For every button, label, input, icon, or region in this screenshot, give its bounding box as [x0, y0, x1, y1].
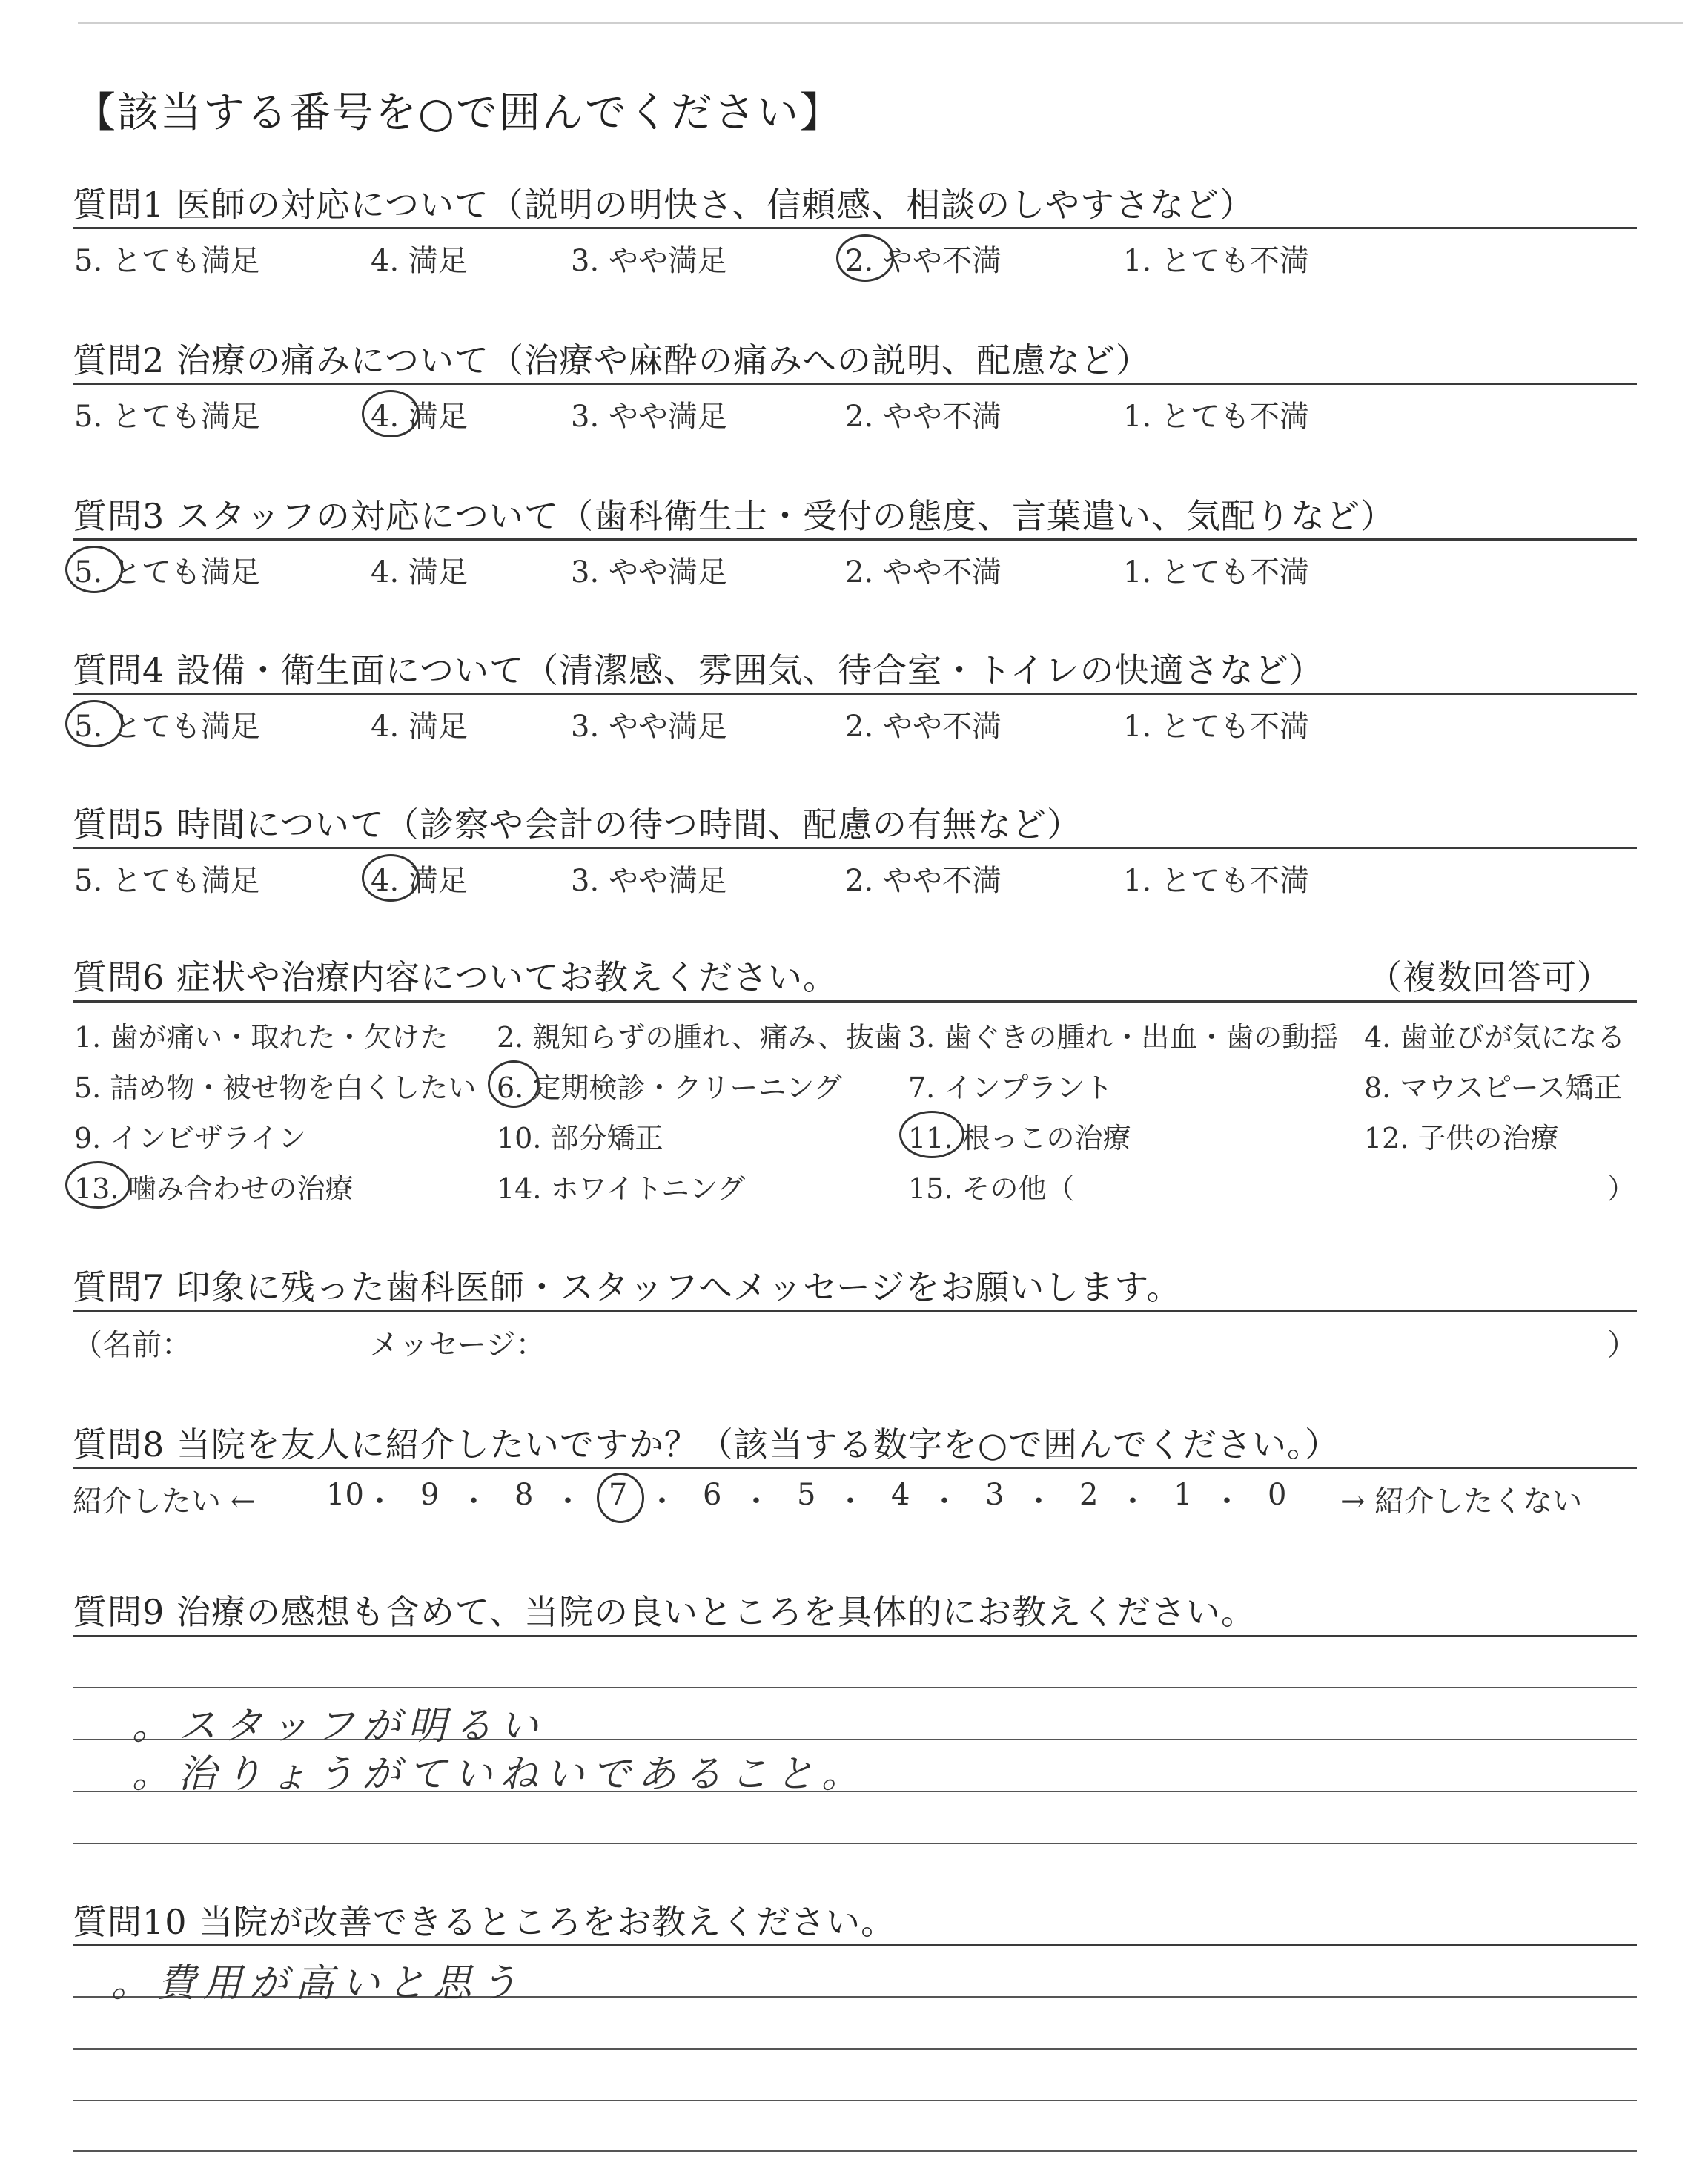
q6-option: 3. 歯ぐきの腫れ・出血・歯の動揺 — [908, 1021, 1339, 1054]
q8-right-label: → 紹介したくない — [1340, 1484, 1583, 1519]
q8-scale-value: 4 — [891, 1478, 910, 1512]
q1-option: 4. 満足 — [371, 244, 468, 278]
q8-scale-value: 9 — [420, 1478, 440, 1512]
q9-answer-line — [73, 1843, 1637, 1844]
q6-option: 7. インプラント — [908, 1071, 1113, 1104]
q8-separator: ・ — [1212, 1484, 1242, 1519]
q8-separator: ・ — [1118, 1484, 1148, 1519]
q8-scale-value: 7 — [609, 1478, 628, 1512]
q2-option: 1. とても不満 — [1123, 400, 1309, 434]
q1-rule — [73, 227, 1637, 229]
q4-label: 質問4 設備・衛生面について（清潔感、雰囲気、待合室・トイレの快適さなど） — [73, 650, 1324, 690]
q8-separator: ・ — [647, 1484, 677, 1519]
q3-option: 5. とても満足 — [74, 555, 260, 589]
q8-separator: ・ — [365, 1484, 394, 1519]
q6-option: 12. 子供の治療 — [1364, 1122, 1559, 1155]
q9-answer-2: 。治りょうがていねいであること。 — [132, 1752, 868, 1797]
q7-message-label: メッセージ： — [369, 1328, 546, 1362]
q1-option: 5. とても満足 — [74, 244, 260, 278]
page-top-edge — [78, 22, 1683, 24]
q8-scale-value: 3 — [985, 1478, 1004, 1512]
q10-answer-line — [73, 2150, 1637, 2152]
q6-option: 8. マウスピース矯正 — [1364, 1071, 1622, 1104]
q3-selected-circle — [65, 546, 123, 593]
q4-option: 5. とても満足 — [74, 710, 260, 744]
q2-option: 2. やや不満 — [845, 400, 1002, 434]
q8-separator: ・ — [553, 1484, 583, 1519]
q9-answer-line — [73, 1687, 1637, 1688]
q2-rule — [73, 383, 1637, 385]
q5-option: 3. やや満足 — [571, 864, 727, 898]
q8-scale-value: 5 — [797, 1478, 816, 1512]
q3-option: 1. とても不満 — [1123, 555, 1309, 589]
q3-option: 3. やや満足 — [571, 555, 727, 589]
q8-scale-value: 8 — [514, 1478, 534, 1512]
q8-separator: ・ — [1024, 1484, 1053, 1519]
q10-answer-1: 。費用が高いと思う — [111, 1961, 526, 2006]
q8-rule — [73, 1467, 1637, 1469]
q6-option: 11. 根っこの治療 — [908, 1122, 1131, 1155]
q6-label: 質問6 症状や治療内容についてお教えください。 — [73, 957, 838, 997]
q6-selected-circle — [899, 1111, 964, 1158]
q1-label: 質問1 医師の対応について（説明の明快さ、信頼感、相談のしやすさなど） — [73, 185, 1255, 225]
q8-separator: ・ — [930, 1484, 959, 1519]
q1-option: 2. やや不満 — [845, 244, 1002, 278]
q4-option: 3. やや満足 — [571, 710, 727, 744]
q6-option: 10. 部分矯正 — [497, 1122, 663, 1155]
q1-option: 1. とても不満 — [1123, 244, 1309, 278]
q10-label: 質問10 当院が改善できるところをお教えください。 — [73, 1902, 896, 1942]
q5-option: 5. とても満足 — [74, 864, 260, 898]
q5-rule — [73, 847, 1637, 849]
q9-rule — [73, 1635, 1637, 1637]
q4-option: 2. やや不満 — [845, 710, 1002, 744]
q4-rule — [73, 693, 1637, 695]
q2-option: 3. やや満足 — [571, 400, 727, 434]
q10-answer-line — [73, 2048, 1637, 2050]
q8-scale-value: 10 — [326, 1478, 364, 1512]
q8-label: 質問8 当院を友人に紹介したいですか？（該当する数字を○で囲んでください。） — [73, 1424, 1340, 1464]
q2-option: 4. 満足 — [371, 400, 468, 434]
q6-option: 14. ホワイトニング — [497, 1172, 746, 1205]
q8-scale-value: 1 — [1174, 1478, 1193, 1512]
q2-label: 質問2 治療の痛みについて（治療や麻酔の痛みへの説明、配慮など） — [73, 340, 1151, 380]
q4-selected-circle — [65, 700, 123, 747]
q6-option: 1. 歯が痛い・取れた・欠けた — [74, 1021, 448, 1054]
q3-option: 4. 満足 — [371, 555, 468, 589]
q10-answer-line — [73, 2100, 1637, 2101]
q4-option: 4. 満足 — [371, 710, 468, 744]
q10-rule — [73, 1944, 1637, 1946]
q3-rule — [73, 538, 1637, 541]
q5-option: 2. やや不満 — [845, 864, 1002, 898]
q6-option: 15. その他（ — [908, 1172, 1075, 1205]
q6-selected-circle — [488, 1060, 540, 1108]
q4-option: 1. とても不満 — [1123, 710, 1309, 744]
q6-selected-circle — [65, 1161, 130, 1209]
q2-option: 5. とても満足 — [74, 400, 260, 434]
q3-option: 2. やや不満 — [845, 555, 1002, 589]
q6-note: （複数回答可） — [1368, 957, 1612, 997]
q8-scale-value: 2 — [1079, 1478, 1099, 1512]
q8-left-label: 紹介したい ← — [73, 1484, 256, 1519]
q7-rule — [73, 1310, 1637, 1312]
q8-separator: ・ — [459, 1484, 489, 1519]
q8-selected-circle — [597, 1473, 644, 1523]
q2-selected-circle — [362, 390, 420, 437]
q6-option: 6. 定期検診・クリーニング — [497, 1071, 842, 1104]
q8-separator: ・ — [835, 1484, 865, 1519]
q8-scale-value: 0 — [1268, 1478, 1287, 1512]
q6-option: 13. 噛み合わせの治療 — [74, 1172, 354, 1205]
q6-option: 9. インビザライン — [74, 1122, 307, 1155]
q5-label: 質問5 時間について（診察や会計の待つ時間、配慮の有無など） — [73, 805, 1082, 845]
q9-answer-1: 。スタッフが明るい — [132, 1704, 546, 1748]
q7-close-paren: ） — [1607, 1328, 1637, 1362]
q6-option: ） — [1607, 1172, 1636, 1205]
q5-selected-circle — [362, 854, 420, 902]
q7-label: 質問7 印象に残った歯科医師・スタッフへメッセージをお願いします。 — [73, 1267, 1182, 1307]
q5-option: 4. 満足 — [371, 864, 468, 898]
q8-scale-value: 6 — [703, 1478, 722, 1512]
q5-option: 1. とても不満 — [1123, 864, 1309, 898]
page-title: 【該当する番号を○で囲んでください】 — [74, 89, 843, 137]
q6-option: 5. 詰め物・被せ物を白くしたい — [74, 1071, 477, 1104]
q9-label: 質問9 治療の感想も含めて、当院の良いところを具体的にお教えください。 — [73, 1592, 1256, 1632]
q7-name-label: （名前： — [73, 1328, 191, 1362]
q1-selected-circle — [836, 234, 894, 282]
q6-option: 4. 歯並びが気になる — [1364, 1021, 1626, 1054]
q6-option: 2. 親知らずの腫れ、痛み、抜歯 — [497, 1021, 902, 1054]
q1-option: 3. やや満足 — [571, 244, 727, 278]
q3-label: 質問3 スタッフの対応について（歯科衛生士・受付の態度、言葉遣い、気配りなど） — [73, 496, 1395, 536]
q8-separator: ・ — [741, 1484, 771, 1519]
q6-rule — [73, 1000, 1637, 1003]
